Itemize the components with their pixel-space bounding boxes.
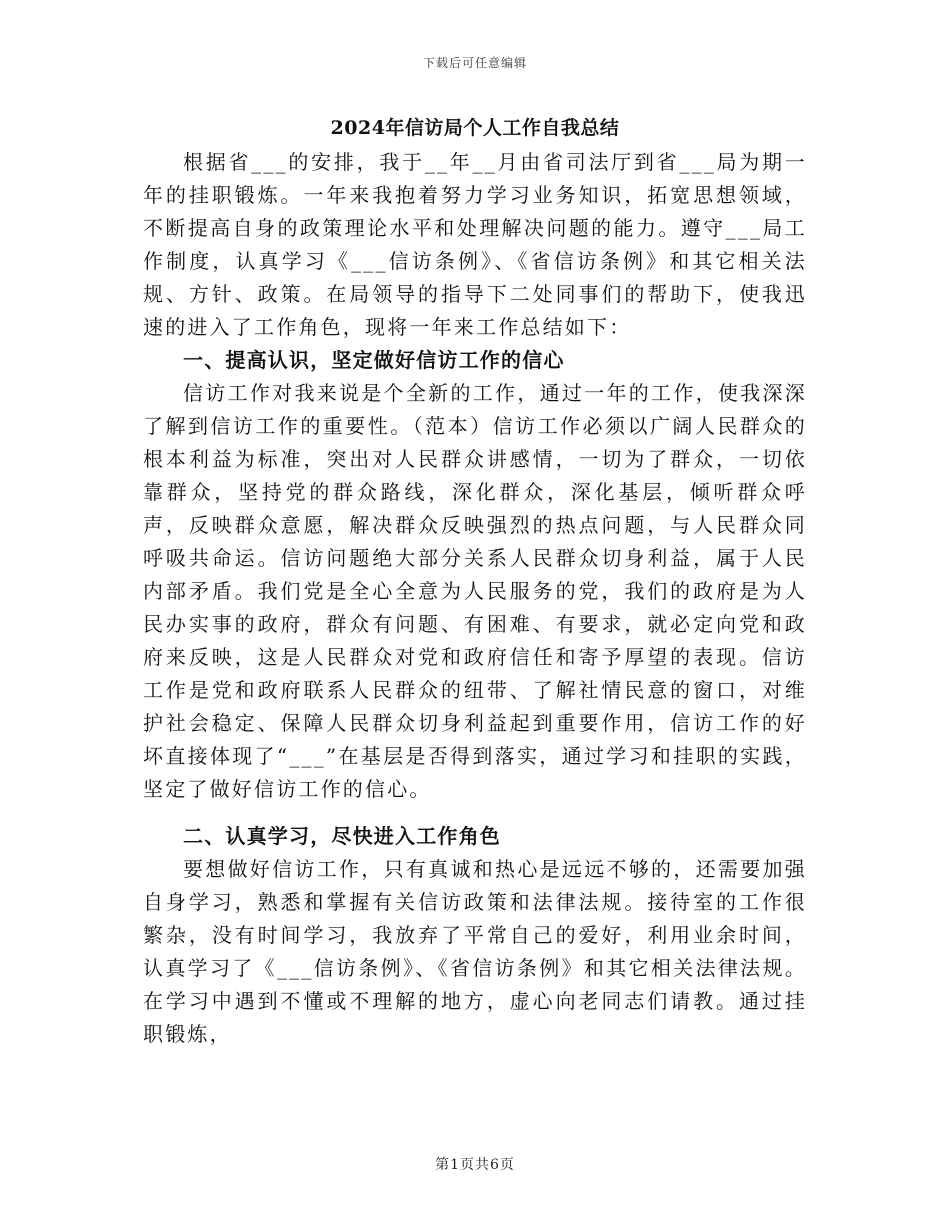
document-title: 2024年信访局个人工作自我总结 [330, 117, 620, 139]
page-number: 第1页共6页 [435, 1157, 515, 1173]
section-1-paragraph: 信访工作对我来说是个全新的工作，通过一年的工作，使我深深了解到信访工作的重要性。（范本）信访工作必须以广阔人民群众的根本利益为标准，突出对人民群众讲感情，一切为了群众，一切依靠群众，坚持党的群众路线，深化群众，深化基层，倾听群众呼声，反映群众意愿，解决群众反映强烈的热点问题，与人民群众同呼吸共命运。信访问题绝大部分关系人民群众切身利益，属于人民内部矛盾。我们党是全心全意为人民服务的党，我们的政府是为人民办实事的政府，群众有问题、有困难、有要求，就必定向党和政府来反映，这是人民群众对党和政府信任和寄予厚望的表现。信访工作是党和政府联系人民群众的纽带、了解社情民意的窗口，对维护社会稳定、保障人民群众切身利益起到重要作用，信访工作的好坏直接体现了“___”在基层是否得到落实，通过学习和挂职的实践，坚定了做好信访工作的信心。 [143, 381, 807, 801]
intro-paragraph: 根据省___的安排，我于__年__月由省司法厅到省___局为期一年的挂职锻炼。一年来我抱着努力学习业务知识，拓宽思想领域，不断提高自身的政策理论水平和处理解决问题的能力。遵守___局工作制度，认真学习《___信访条例》、《省信访条例》和其它相关法规、方针、政策。在局领导的指导下二处同事们的帮助下，使我迅速的进入了工作角色，现将一年来工作总结如下： [143, 150, 807, 339]
page-header: 下载后可任意编辑 [422, 56, 527, 70]
section-2-heading: 二、认真学习，尽快进入工作角色 [183, 824, 501, 848]
document-body [143, 112, 807, 1051]
section-2-paragraph: 要想做好信访工作，只有真诚和热心是远远不够的，还需要加强自身学习，熟悉和掌握有关信访政策和法律法规。接待室的工作很繁杂，没有时间学习，我放弃了平常自己的爱好，利用业余时间，认真学习了《___信访条例》、《省信访条例》和其它相关法律法规。在学习中遇到不懂或不理解的地方，虚心向老同志们请教。通过挂职锻炼， [143, 857, 807, 1046]
section-1-heading: 一、提高认识，坚定做好信访工作的信心 [183, 348, 565, 372]
